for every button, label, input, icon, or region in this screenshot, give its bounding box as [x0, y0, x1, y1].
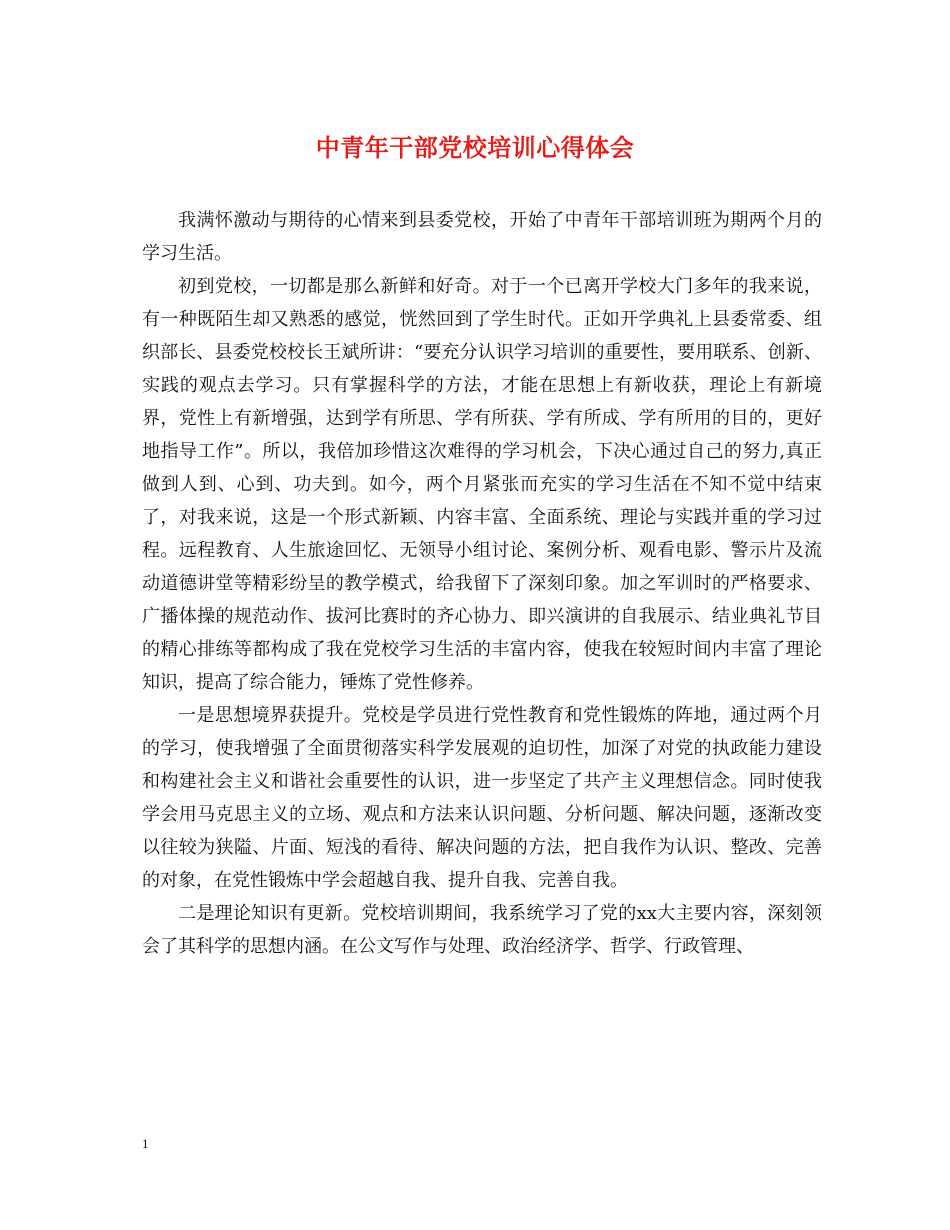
- paragraph-intro: 我满怀激动与期待的心情来到县委党校，开始了中青年干部培训班为期两个月的学习生活。: [142, 210, 822, 264]
- page-number: 1: [142, 1136, 149, 1151]
- document-body: [142, 204, 822, 963]
- paragraph-theory-updated: 二是理论知识有更新。党校培训期间，我系统学习了党的xx大主要内容，深刻领会了其科学的思想内涵。在公文写作与处理、政治经济学、哲学、行政管理、: [142, 903, 822, 957]
- paragraph-first-impressions: 初到党校，一切都是那么新鲜和好奇。对于一个已离开学校大门多年的我来说，有一种既陌生却又熟悉的感觉，恍然回到了学生时代。正如开学典礼上县委常委、组织部长、县委党校校长王斌所讲：“要充分认识学习培训的重要性，要用联系、创新、实践的观点去学习。只有掌握科学的方法，才能在思想上有新收获，理论上有新境界，党性上有新增强，达到学有所思、学有所获、学有所成、学有所用的目的，更好地指导工作”。所以，我倍加珍惜这次难得的学习机会，下决心通过自己的努力,真正做到人到、心到、功夫到。如今，两个月紧张而充实的学习生活在不知不觉中结束了，对我来说，这是一个形式新颖、内容丰富、全面系统、理论与实践并重的学习过程。远程教育、人生旅途回忆、无领导小组讨论、案例分析、观看电影、警示片及流动道德讲堂等精彩纷呈的教学模式，给我留下了深刻印象。加之军训时的严格要求、广播体操的规范动作、拔河比赛时的齐心协力、即兴演讲的自我展示、结业典礼节目的精心排练等都构成了我在党校学习生活的丰富内容，使我在较短时间内丰富了理论知识，提高了综合能力，锤炼了党性修养。: [142, 276, 822, 693]
- document-title: 中青年干部党校培训心得体会: [315, 133, 635, 162]
- paragraph-thinking-improved: 一是思想境界获提升。党校是学员进行党性教育和党性锻炼的阵地，通过两个月的学习，使我增强了全面贯彻落实科学发展观的迫切性，加深了对党的执政能力建设和构建社会主义和谐社会重要性的认识，进一步坚定了共产主义理想信念。同时使我学会用马克思主义的立场、观点和方法来认识问题、分析问题、解决问题，逐渐改变以往较为狭隘、片面、短浅的看待、解决问题的方法，把自我作为认识、整改、完善的对象，在党性锻炼中学会超越自我、提升自我、完善自我。: [142, 705, 822, 891]
